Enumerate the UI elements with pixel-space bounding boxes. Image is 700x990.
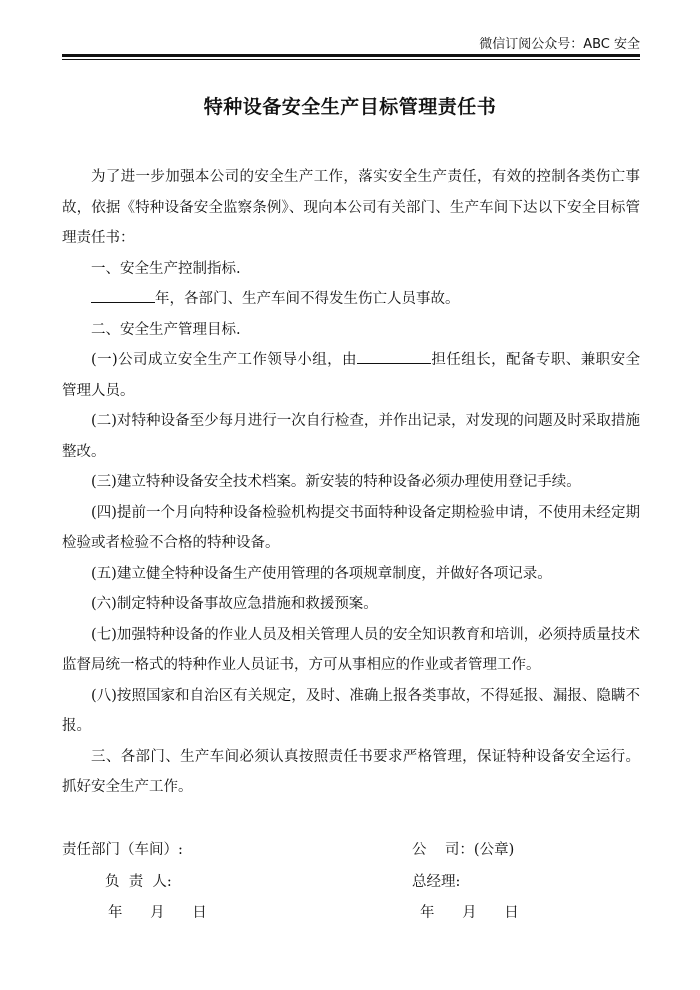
header-rule-thin <box>62 59 640 60</box>
signature-left-date: 年 月 日 <box>108 905 207 921</box>
header-note: 微信订阅公众号：ABC 安全 <box>479 37 640 52</box>
signature-right-manager: 总经理: <box>412 874 461 890</box>
item-5: (五)建立健全特种设备生产使用管理的各项规章制度，并做好各项记录。 <box>91 565 552 582</box>
item-3: (三)建立特种设备安全技术档案。新安装的特种设备必须办理使用登记手续。 <box>91 474 581 490</box>
document-title: 特种设备安全生产目标管理责任书 <box>203 96 497 118</box>
signature-right-company: 公 司：(公章) <box>412 842 515 858</box>
item-8: (八)按照国家和自治区有关规定，及时、准确上报各类事故，不得延报、漏报、隐瞒不报。 <box>62 687 640 734</box>
year-blank <box>91 285 155 303</box>
item-1-before: (一)公司成立安全生产工作领导小组，由 <box>91 352 357 368</box>
section1-text <box>62 284 640 315</box>
intro-paragraph: 为了进一步加强本公司的安全生产工作，落实安全生产责任，有效的控制各类伤亡事故，依据《特种设备安全监察条例》、现向本公司有关部门、生产车间下达以下安全目标管理责任书： <box>62 169 640 246</box>
section2-heading: 二、安全生产管理目标. <box>91 321 241 338</box>
section1-heading: 一、安全生产控制指标. <box>91 260 241 277</box>
document-body <box>62 162 640 803</box>
header-rule <box>62 54 640 57</box>
signature-right-date: 年 月 日 <box>420 905 519 921</box>
leader-blank <box>357 346 431 364</box>
item-6: (六)制定特种设备事故应急措施和救援预案。 <box>91 596 378 612</box>
item-2: (二)对特种设备至少每月进行一次自行检查，并作出记录，对发现的问题及时采取措施整改。 <box>62 413 640 460</box>
section3: 三、各部门、生产车间必须认真按照责任书要求严格管理，保证特种设备安全运行。抓好安全生产工作。 <box>62 748 640 795</box>
signature-left-person: 负 责 人: <box>105 874 172 890</box>
item-1 <box>62 345 640 406</box>
signature-left-dept: 责任部门（车间）: <box>62 842 183 858</box>
item-1-after: 担任组长，配备专职、兼职安全管理人员。 <box>62 352 641 399</box>
item-4: (四)提前一个月向特种设备检验机构提交书面特种设备定期检验申请，不使用未经定期检验或者检验不合格的特种设备。 <box>62 504 640 551</box>
section1-text-content: 年，各部门、生产车间不得发生伤亡人员事故。 <box>155 291 460 307</box>
item-7: (七)加强特种设备的作业人员及相关管理人员的安全知识教育和培训，必须持质量技术监督局统一格式的特种作业人员证书，方可从事相应的作业或者管理工作。 <box>62 626 640 673</box>
